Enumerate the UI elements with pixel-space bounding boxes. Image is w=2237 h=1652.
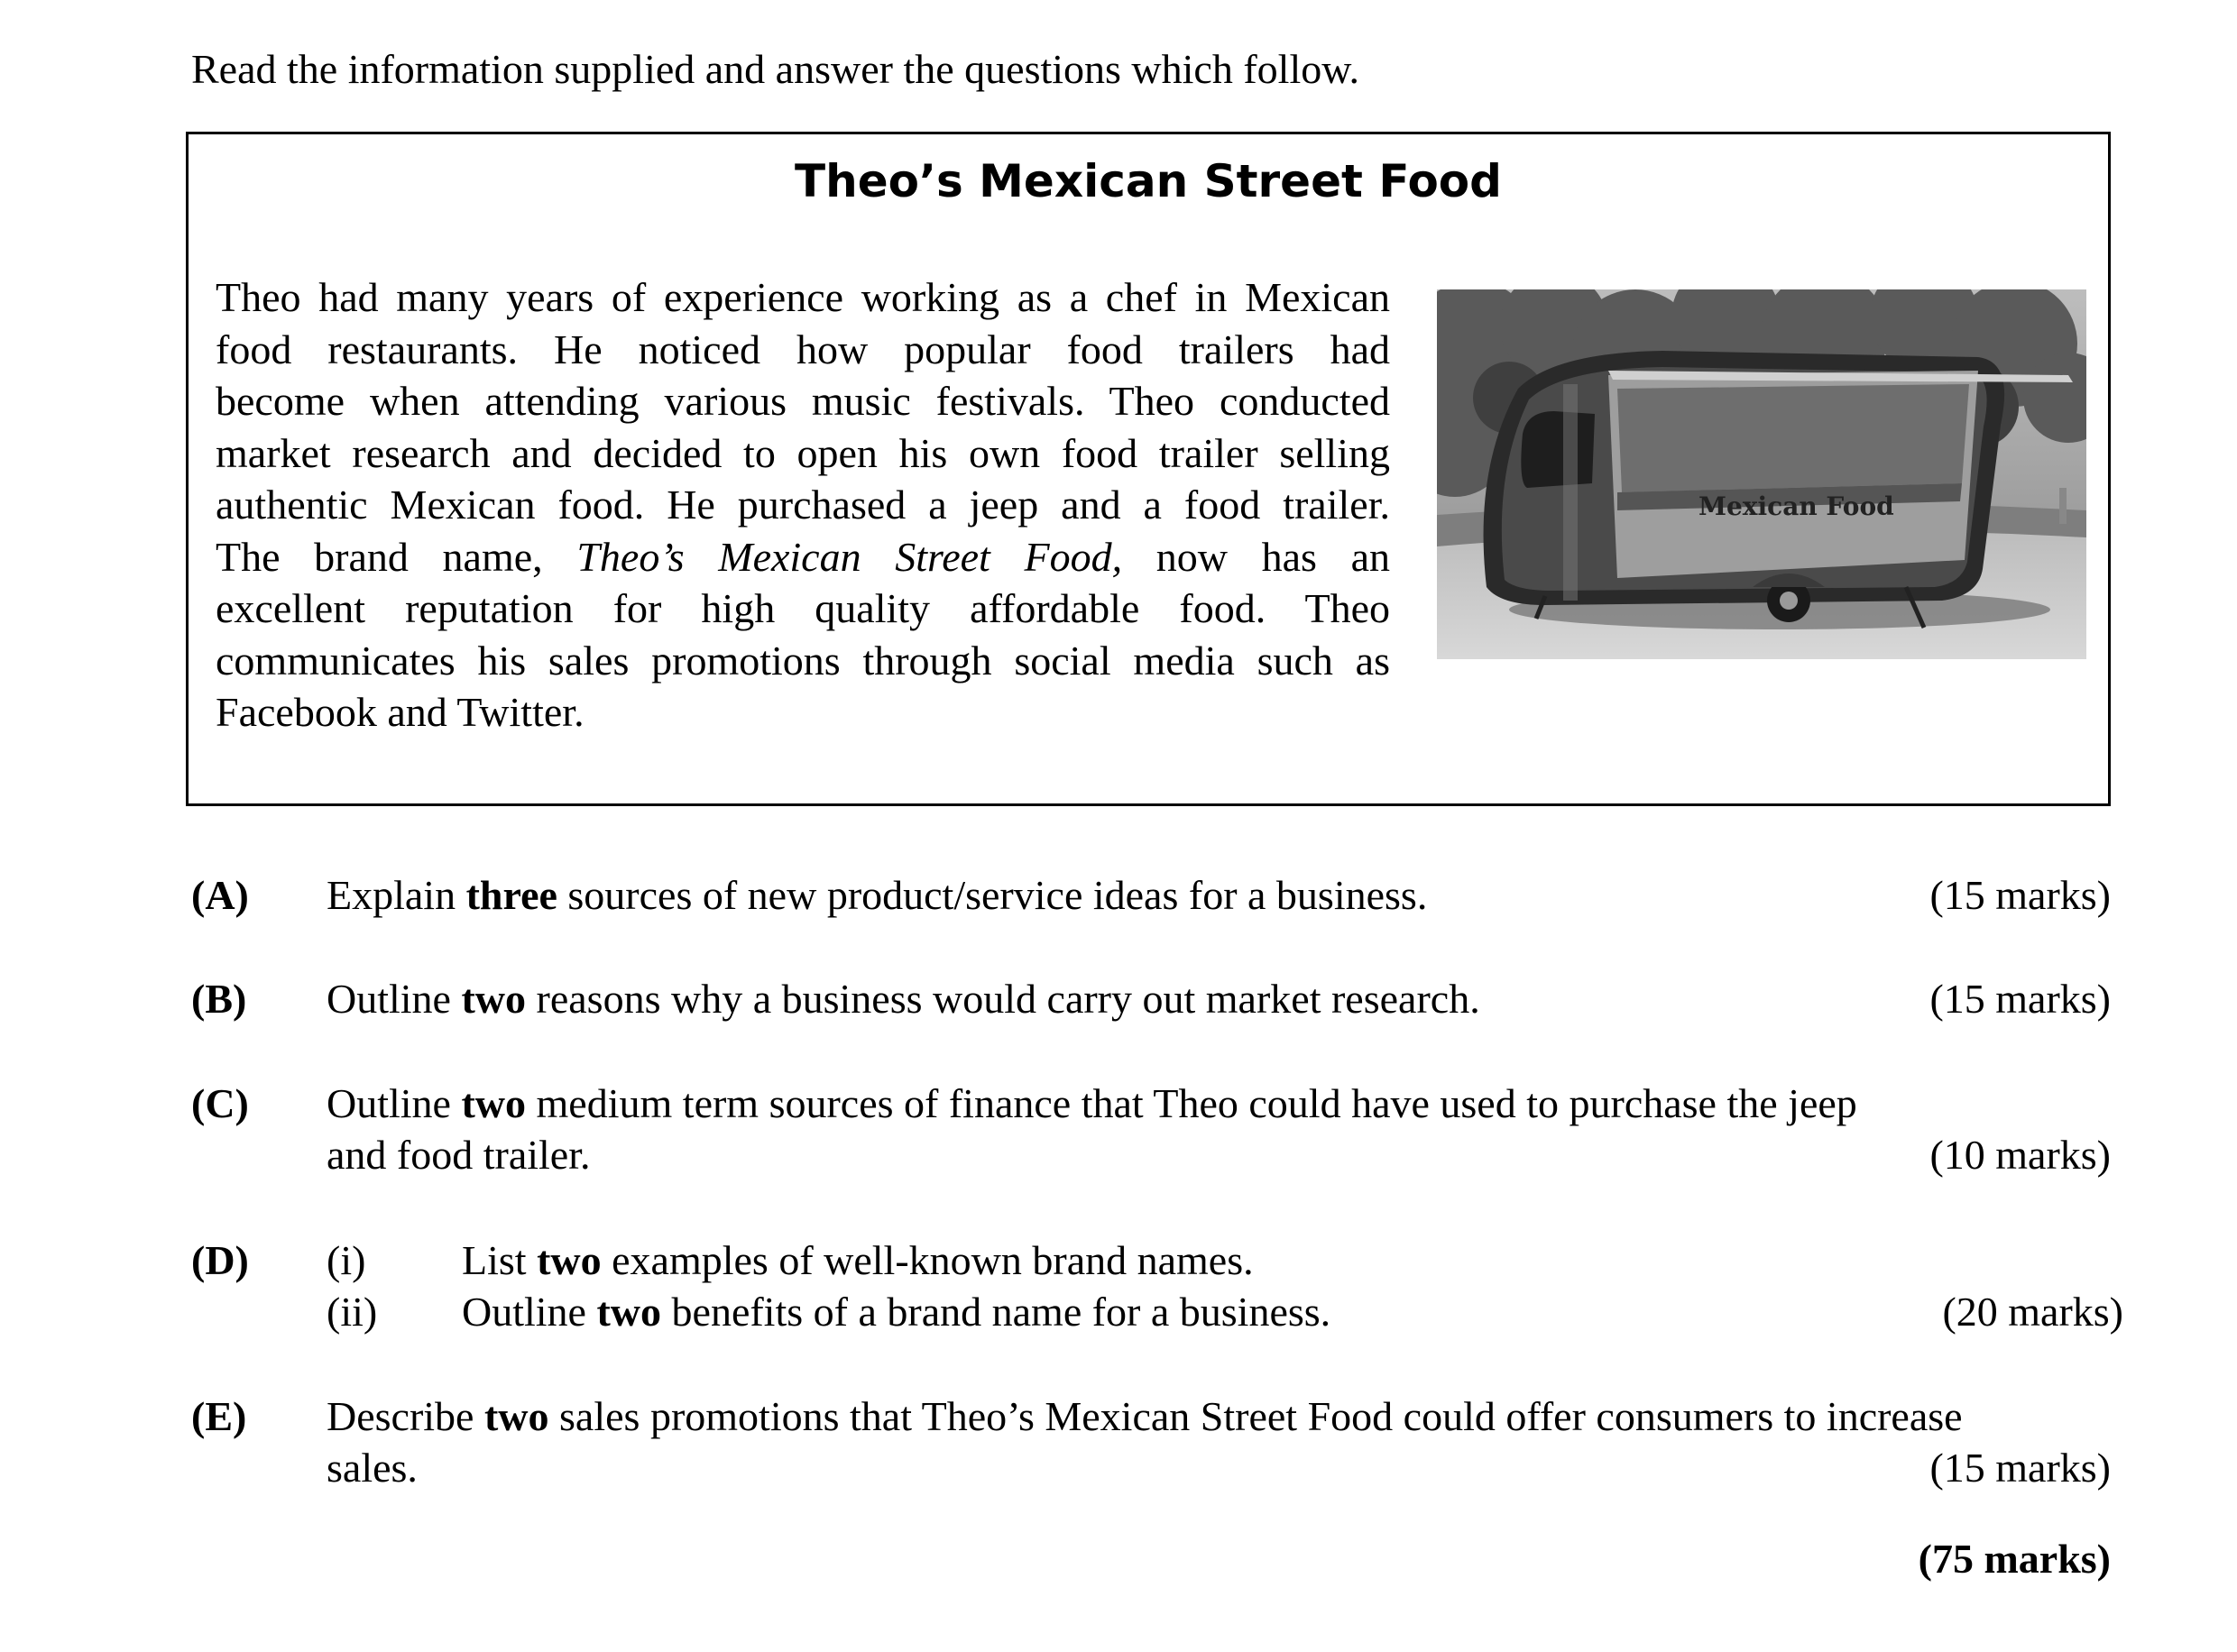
case-study-title: Theo’s Mexican Street Food	[795, 155, 1502, 207]
question-a-marks: (15 marks)	[1929, 872, 2111, 918]
question-d-marks: (20 marks)	[1942, 1289, 2123, 1335]
case-line-brand	[216, 531, 1390, 583]
case-line: Facebook and Twitter.	[216, 689, 585, 735]
question-b-letter: (B)	[191, 976, 247, 1022]
question-d-letter: (D)	[191, 1237, 249, 1283]
question-e-text: Describe two sales promotions that Theo’s Mexican Street Food could offer consumers to increase	[327, 1393, 1963, 1439]
case-line: excellent reputation for high quality affordable food. Theo	[216, 585, 1390, 631]
case-line: become when attending various music festivals. Theo conducted	[216, 378, 1390, 424]
case-line: market research and decided to open his own food trailer selling	[216, 429, 1390, 476]
total-marks: (75 marks)	[1918, 1536, 2111, 1582]
food-trailer-photo	[1437, 289, 2086, 659]
case-line: Theo had many years of experience working as a chef in Mexican	[216, 274, 1390, 320]
case-study-text	[216, 271, 1390, 739]
question-e-text-line2: sales.	[327, 1445, 418, 1491]
question-e-letter: (E)	[191, 1393, 247, 1439]
question-b-marks: (15 marks)	[1929, 976, 2111, 1022]
question-e-marks: (15 marks)	[1929, 1445, 2111, 1491]
question-c-text: Outline two medium term sources of finance that Theo could have used to purchase the jeep	[327, 1080, 1857, 1126]
question-c-marks: (10 marks)	[1929, 1132, 2111, 1178]
question-d-i-text: List two examples of well-known brand names.	[462, 1237, 1254, 1283]
brand-name-italic: Theo’s Mexican Street Food,	[576, 533, 1123, 580]
brand-post: now has an	[1122, 533, 1390, 580]
question-c-letter: (C)	[191, 1080, 249, 1126]
trailer-sign: Mexican Food	[1698, 491, 1894, 521]
question-d-ii-number: (ii)	[327, 1289, 378, 1335]
question-b-text: Outline two reasons why a business would carry out market research.	[327, 976, 1480, 1022]
question-a-text: Explain three sources of new product/service ideas for a business.	[327, 872, 1428, 918]
instructions: Read the information supplied and answer the questions which follow.	[191, 46, 1359, 92]
case-line: authentic Mexican food. He purchased a jeep and a food trailer.	[216, 482, 1390, 528]
case-line: communicates his sales promotions through social media such as	[216, 637, 1390, 684]
question-d-ii-text: Outline two benefits of a brand name for a business.	[462, 1289, 1331, 1335]
question-a-letter: (A)	[191, 872, 249, 918]
case-study-box	[186, 132, 2111, 806]
brand-pre: The brand name,	[216, 533, 577, 580]
question-d-i-number: (i)	[327, 1237, 366, 1283]
case-line: food restaurants. He noticed how popular food trailers had	[216, 326, 1390, 372]
question-c-text-line2: and food trailer.	[327, 1132, 591, 1178]
